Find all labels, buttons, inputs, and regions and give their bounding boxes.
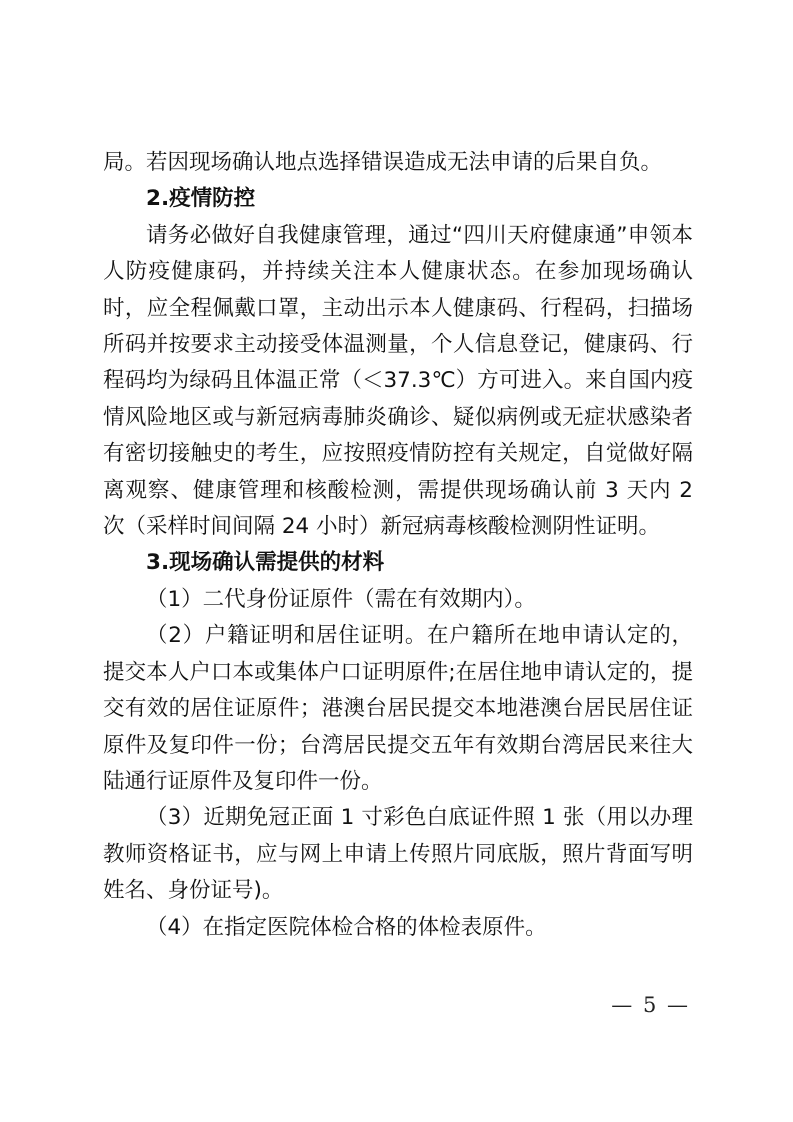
paragraph-material-residence-proof: （2）户籍证明和居住证明。在户籍所在地申请认定的，提交本人户口本或集体户口证明原件;在居住地申请认定的，提交有效的居住证原件；港澳台居民提交本地港澳台居民居住证原件及复印件一份；台湾居民提交五年有效期台湾居民来往大陆通行证原件及复印件一份。 <box>103 623 693 794</box>
paragraph-material-id-card: （1）二代身份证原件（需在有效期内）。 <box>146 586 536 612</box>
section-heading-required-materials: 3.现场确认需提供的材料 <box>146 550 385 576</box>
paragraph-continuation: 局。若因现场确认地点选择错误造成无法申请的后果自负。 <box>103 150 663 175</box>
paragraph-material-medical-form: （4）在指定医院体检合格的体检表原件。 <box>146 914 547 940</box>
paragraph-health-management: 请务必做好自我健康管理，通过“四川天府健康通”申领本人防疫健康码，并持续关注本人健康状态。在参加现场确认时，应全程佩戴口罩，主动出示本人健康码、行程码，扫描场所码并按要求主动接受体温测量，个人信息登记，健康码、行程码均为绿码且体温正常（＜37.3℃）方可进入。来自国内疫情风险地区或与新冠病毒肺炎确诊、疑似病例或无症状感染者有密切接触史的考生，应按照疫情防控有关规定，自觉做好隔离观察、健康管理和核酸检测，需提供现场确认前 3 天内 2 次（采样时间间隔 24 小时）新冠病毒核酸检测阴性证明。 <box>103 222 693 540</box>
document-body <box>103 145 693 946</box>
section-heading-epidemic-prevention: 2.疫情防控 <box>146 186 256 212</box>
paragraph-material-photo: （3）近期免冠正面 1 寸彩色白底证件照 1 张（用以办理教师资格证书，应与网上申请上传照片同底版，照片背面写明姓名、身份证号)。 <box>103 805 693 904</box>
page-number: — 5 — <box>611 993 690 1017</box>
